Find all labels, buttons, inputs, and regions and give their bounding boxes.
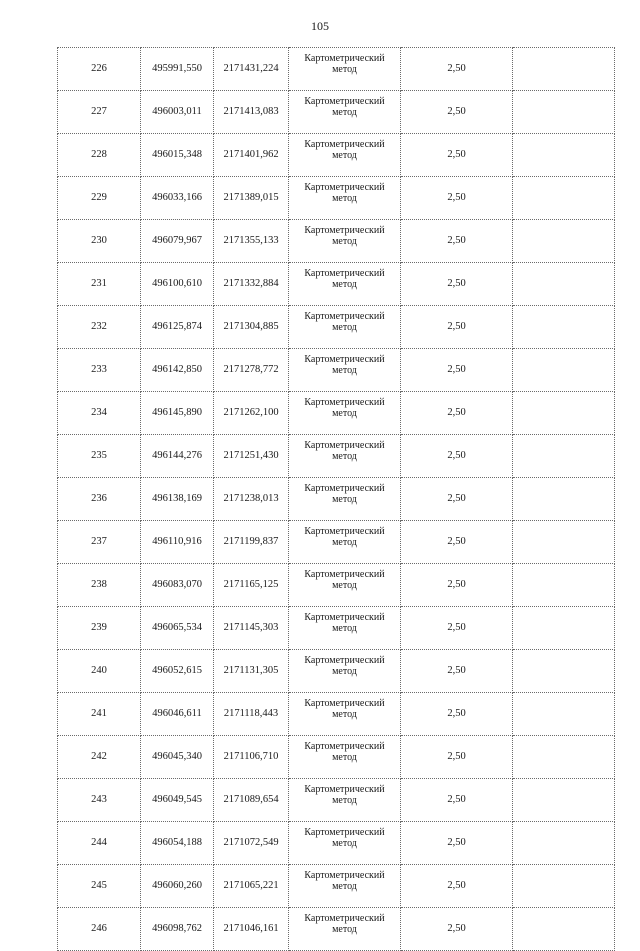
accuracy-cell: 2,50: [401, 435, 513, 478]
method-cell: [289, 349, 401, 392]
page-number: 105: [311, 19, 329, 33]
extra-cell: [513, 650, 615, 693]
method-line-1: Картометрический: [304, 913, 385, 924]
method-line-1: Картометрический: [304, 526, 385, 537]
method-cell: [289, 48, 401, 91]
y-coordinate-cell: 2171278,772: [214, 349, 289, 392]
method-line-2: метод: [332, 580, 357, 591]
table-row: [58, 521, 615, 564]
method-line-1: Картометрический: [304, 96, 385, 107]
table-row: [58, 220, 615, 263]
method-line-2: метод: [332, 709, 357, 720]
table-row: [58, 607, 615, 650]
extra-cell: [513, 564, 615, 607]
point-number-cell: 245: [58, 865, 141, 908]
accuracy-cell: 2,50: [401, 521, 513, 564]
method-cell: [289, 134, 401, 177]
table-row: [58, 822, 615, 865]
x-coordinate-cell: 496033,166: [141, 177, 214, 220]
y-coordinate-cell: 2171145,303: [214, 607, 289, 650]
point-number-cell: 230: [58, 220, 141, 263]
accuracy-cell: 2,50: [401, 220, 513, 263]
y-coordinate-cell: 2171106,710: [214, 736, 289, 779]
point-number-cell: 240: [58, 650, 141, 693]
method-line-2: метод: [332, 64, 357, 75]
accuracy-cell: 2,50: [401, 908, 513, 951]
accuracy-cell: 2,50: [401, 607, 513, 650]
table-row: [58, 779, 615, 822]
accuracy-cell: 2,50: [401, 779, 513, 822]
method-line-2: метод: [332, 408, 357, 419]
y-coordinate-cell: 2171431,224: [214, 48, 289, 91]
accuracy-cell: 2,50: [401, 865, 513, 908]
x-coordinate-cell: 496142,850: [141, 349, 214, 392]
point-number-cell: 228: [58, 134, 141, 177]
x-coordinate-cell: 496003,011: [141, 91, 214, 134]
method-cell: [289, 478, 401, 521]
extra-cell: [513, 693, 615, 736]
method-line-1: Картометрический: [304, 53, 385, 64]
method-line-2: метод: [332, 924, 357, 935]
extra-cell: [513, 263, 615, 306]
method-line-1: Картометрический: [304, 139, 385, 150]
point-number-cell: 226: [58, 48, 141, 91]
table-row: [58, 91, 615, 134]
y-coordinate-cell: 2171118,443: [214, 693, 289, 736]
x-coordinate-cell: 496145,890: [141, 392, 214, 435]
x-coordinate-cell: 496046,611: [141, 693, 214, 736]
table-row: [58, 306, 615, 349]
extra-cell: [513, 177, 615, 220]
accuracy-cell: 2,50: [401, 564, 513, 607]
method-line-2: метод: [332, 838, 357, 849]
y-coordinate-cell: 2171065,221: [214, 865, 289, 908]
method-line-2: метод: [332, 881, 357, 892]
table-row: [58, 693, 615, 736]
accuracy-cell: 2,50: [401, 177, 513, 220]
method-line-2: метод: [332, 150, 357, 161]
method-line-2: метод: [332, 795, 357, 806]
table-row: [58, 564, 615, 607]
point-number-cell: 239: [58, 607, 141, 650]
method-cell: [289, 822, 401, 865]
method-line-1: Картометрический: [304, 397, 385, 408]
method-cell: [289, 263, 401, 306]
y-coordinate-cell: 2171238,013: [214, 478, 289, 521]
point-number-cell: 241: [58, 693, 141, 736]
method-line-1: Картометрический: [304, 827, 385, 838]
x-coordinate-cell: 496098,762: [141, 908, 214, 951]
method-cell: [289, 908, 401, 951]
x-coordinate-cell: 496052,615: [141, 650, 214, 693]
extra-cell: [513, 736, 615, 779]
table-row: [58, 392, 615, 435]
extra-cell: [513, 478, 615, 521]
y-coordinate-cell: 2171251,430: [214, 435, 289, 478]
extra-cell: [513, 220, 615, 263]
extra-cell: [513, 822, 615, 865]
extra-cell: [513, 392, 615, 435]
extra-cell: [513, 607, 615, 650]
accuracy-cell: 2,50: [401, 263, 513, 306]
method-line-1: Картометрический: [304, 612, 385, 623]
method-cell: [289, 650, 401, 693]
method-cell: [289, 306, 401, 349]
method-line-1: Картометрический: [304, 870, 385, 881]
accuracy-cell: 2,50: [401, 349, 513, 392]
y-coordinate-cell: 2171131,305: [214, 650, 289, 693]
point-number-cell: 234: [58, 392, 141, 435]
y-coordinate-cell: 2171072,549: [214, 822, 289, 865]
x-coordinate-cell: 495991,550: [141, 48, 214, 91]
method-line-2: метод: [332, 666, 357, 677]
method-line-1: Картометрический: [304, 655, 385, 666]
x-coordinate-cell: 496138,169: [141, 478, 214, 521]
extra-cell: [513, 865, 615, 908]
table-row: [58, 349, 615, 392]
table-row: [58, 478, 615, 521]
method-line-2: метод: [332, 236, 357, 247]
method-cell: [289, 177, 401, 220]
method-cell: [289, 607, 401, 650]
x-coordinate-cell: 496083,070: [141, 564, 214, 607]
x-coordinate-cell: 496125,874: [141, 306, 214, 349]
point-number-cell: 246: [58, 908, 141, 951]
y-coordinate-cell: 2171355,133: [214, 220, 289, 263]
accuracy-cell: 2,50: [401, 478, 513, 521]
extra-cell: [513, 48, 615, 91]
point-number-cell: 227: [58, 91, 141, 134]
x-coordinate-cell: 496045,340: [141, 736, 214, 779]
y-coordinate-cell: 2171046,161: [214, 908, 289, 951]
method-cell: [289, 220, 401, 263]
point-number-cell: 235: [58, 435, 141, 478]
table-row: [58, 134, 615, 177]
point-number-cell: 229: [58, 177, 141, 220]
method-line-1: Картометрический: [304, 784, 385, 795]
extra-cell: [513, 521, 615, 564]
method-line-1: Картометрический: [304, 440, 385, 451]
x-coordinate-cell: 496054,188: [141, 822, 214, 865]
x-coordinate-cell: 496144,276: [141, 435, 214, 478]
extra-cell: [513, 91, 615, 134]
y-coordinate-cell: 2171401,962: [214, 134, 289, 177]
extra-cell: [513, 134, 615, 177]
y-coordinate-cell: 2171413,083: [214, 91, 289, 134]
method-cell: [289, 865, 401, 908]
method-cell: [289, 564, 401, 607]
x-coordinate-cell: 496079,967: [141, 220, 214, 263]
point-number-cell: 243: [58, 779, 141, 822]
x-coordinate-cell: 496065,534: [141, 607, 214, 650]
method-line-2: метод: [332, 752, 357, 763]
method-cell: [289, 736, 401, 779]
point-number-cell: 242: [58, 736, 141, 779]
method-line-2: метод: [332, 107, 357, 118]
table-row: [58, 48, 615, 91]
table-row: [58, 736, 615, 779]
method-line-2: метод: [332, 279, 357, 290]
y-coordinate-cell: 2171389,015: [214, 177, 289, 220]
extra-cell: [513, 908, 615, 951]
accuracy-cell: 2,50: [401, 693, 513, 736]
method-cell: [289, 521, 401, 564]
method-cell: [289, 693, 401, 736]
method-line-2: метод: [332, 494, 357, 505]
accuracy-cell: 2,50: [401, 650, 513, 693]
accuracy-cell: 2,50: [401, 306, 513, 349]
table-row: [58, 435, 615, 478]
accuracy-cell: 2,50: [401, 392, 513, 435]
coordinates-table: [57, 47, 615, 951]
y-coordinate-cell: 2171199,837: [214, 521, 289, 564]
method-cell: [289, 91, 401, 134]
y-coordinate-cell: 2171165,125: [214, 564, 289, 607]
y-coordinate-cell: 2171304,885: [214, 306, 289, 349]
method-line-1: Картометрический: [304, 268, 385, 279]
method-line-1: Картометрический: [304, 698, 385, 709]
method-line-1: Картометрический: [304, 741, 385, 752]
accuracy-cell: 2,50: [401, 822, 513, 865]
method-line-1: Картометрический: [304, 311, 385, 322]
x-coordinate-cell: 496015,348: [141, 134, 214, 177]
y-coordinate-cell: 2171332,884: [214, 263, 289, 306]
table-row: [58, 908, 615, 951]
accuracy-cell: 2,50: [401, 91, 513, 134]
method-line-2: метод: [332, 365, 357, 376]
method-cell: [289, 392, 401, 435]
method-cell: [289, 779, 401, 822]
method-line-1: Картометрический: [304, 225, 385, 236]
x-coordinate-cell: 496110,916: [141, 521, 214, 564]
y-coordinate-cell: 2171089,654: [214, 779, 289, 822]
extra-cell: [513, 306, 615, 349]
x-coordinate-cell: 496060,260: [141, 865, 214, 908]
method-line-2: метод: [332, 623, 357, 634]
method-line-2: метод: [332, 322, 357, 333]
point-number-cell: 238: [58, 564, 141, 607]
extra-cell: [513, 349, 615, 392]
table-row: [58, 177, 615, 220]
method-line-1: Картометрический: [304, 182, 385, 193]
accuracy-cell: 2,50: [401, 736, 513, 779]
point-number-cell: 236: [58, 478, 141, 521]
point-number-cell: 232: [58, 306, 141, 349]
x-coordinate-cell: 496100,610: [141, 263, 214, 306]
accuracy-cell: 2,50: [401, 48, 513, 91]
method-line-2: метод: [332, 451, 357, 462]
accuracy-cell: 2,50: [401, 134, 513, 177]
point-number-cell: 233: [58, 349, 141, 392]
point-number-cell: 244: [58, 822, 141, 865]
extra-cell: [513, 435, 615, 478]
method-line-1: Картометрический: [304, 354, 385, 365]
x-coordinate-cell: 496049,545: [141, 779, 214, 822]
point-number-cell: 237: [58, 521, 141, 564]
table-row: [58, 865, 615, 908]
table-body: [58, 48, 615, 951]
table-row: [58, 263, 615, 306]
method-line-1: Картометрический: [304, 483, 385, 494]
extra-cell: [513, 779, 615, 822]
point-number-cell: 231: [58, 263, 141, 306]
method-line-2: метод: [332, 193, 357, 204]
method-cell: [289, 435, 401, 478]
y-coordinate-cell: 2171262,100: [214, 392, 289, 435]
method-line-2: метод: [332, 537, 357, 548]
table-row: [58, 650, 615, 693]
method-line-1: Картометрический: [304, 569, 385, 580]
